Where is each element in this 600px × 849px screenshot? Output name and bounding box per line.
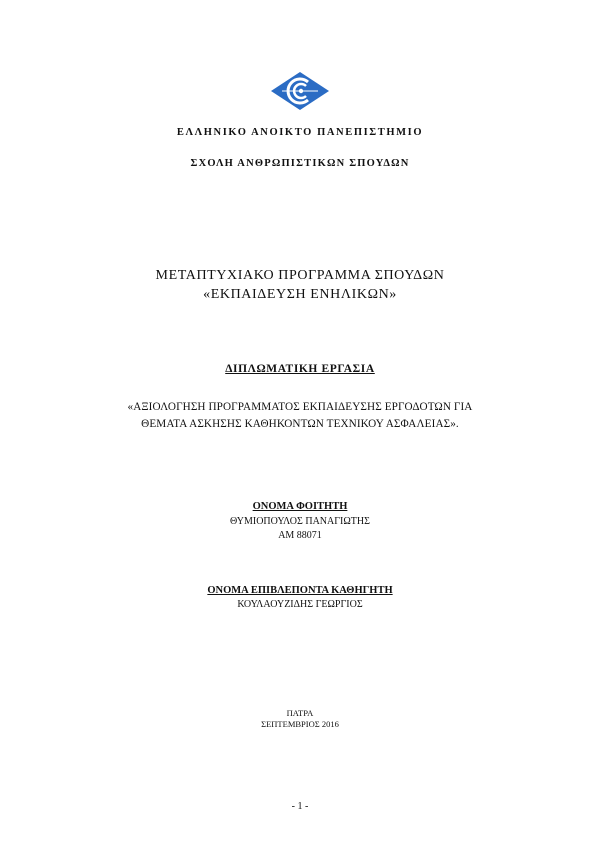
thesis-title-line-2: ΘΕΜΑΤΑ ΑΣΚΗΣΗΣ ΚΑΘΗΚΟΝΤΩΝ ΤΕΧΝΙΚΟΥ ΑΣΦΑΛΕΙΑΣ». — [141, 418, 459, 430]
student-name: ΘΥΜΙΟΠΟΥΛΟΣ ΠΑΝΑΓΙΩΤΗΣ — [230, 516, 370, 527]
city: ΠΑΤΡΑ — [286, 708, 314, 718]
date: ΣΕΠΤΕΜΒΡΙΟΣ 2016 — [261, 719, 339, 729]
thesis-title — [0, 399, 600, 433]
student-id: ΑΜ 88071 — [278, 530, 322, 541]
page-number: - 1 - — [291, 801, 309, 812]
supervisor-label: ΟΝΟΜΑ ΕΠΙΒΛΕΠΟΝΤΑ ΚΑΘΗΓΗΤΗ — [207, 585, 393, 596]
university-name: ΕΛΛΗΝΙΚΟ ΑΝΟΙΚΤΟ ΠΑΝΕΠΙΣΤΗΜΙΟ — [176, 127, 424, 138]
program-title-line-2: «ΕΚΠΑΙΔΕΥΣΗ ΕΝΗΛΙΚΩΝ» — [203, 287, 397, 302]
student-label: ΟΝΟΜΑ ΦΟΙΤΗΤΗ — [252, 501, 348, 512]
school-name: ΣΧΟΛΗ ΑΝΘΡΩΠΙΣΤΙΚΩΝ ΣΠΟΥΔΩΝ — [190, 158, 410, 169]
supervisor-name: ΚΟΥΛΑΟΥΖΙΔΗΣ ΓΕΩΡΓΙΟΣ — [237, 599, 363, 610]
thesis-title-line-1: «ΑΞΙΟΛΟΓΗΣΗ ΠΡΟΓΡΑΜΜΑΤΟΣ ΕΚΠΑΙΔΕΥΣΗΣ ΕΡΓΟΔΟΤΩΝ ΓΙΑ — [127, 401, 473, 413]
program-title-line-1: ΜΕΤΑΠΤΥΧΙΑΚΟ ΠΡΟΓΡΑΜΜΑ ΣΠΟΥΔΩΝ — [155, 268, 445, 283]
thesis-type-heading: ΔΙΠΛΩΜΑΤΙΚΗ ΕΡΓΑΣΙΑ — [225, 363, 375, 375]
university-logo-icon — [270, 71, 330, 111]
program-title — [0, 266, 600, 304]
